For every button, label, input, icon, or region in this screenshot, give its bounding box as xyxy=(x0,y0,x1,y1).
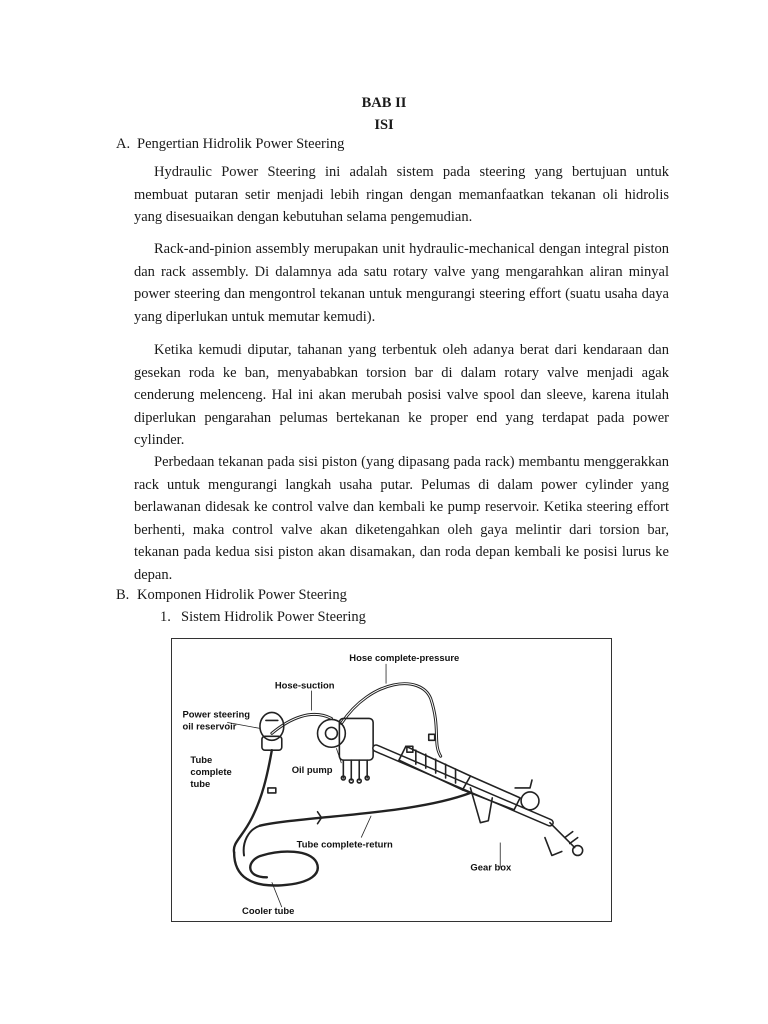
power-steering-diagram xyxy=(171,638,612,922)
label-oil-reservoir: oil reservoir xyxy=(182,720,237,732)
gear-box-shape xyxy=(376,746,583,855)
paragraph-3: Ketika kemudi diputar, tahanan yang terbentuk oleh adanya berat dari kendaraan dan gesekan roda ke ban, menyababkan torsion bar di dalam rotary valve menjadi agak cenderung melenceng. Hal ini akan merubah posisi valve spool dan sleeve, karena itulah diperlukan pengarahan pelumas bertekanan ke proper end yang terdapat pada power cylinder. xyxy=(134,342,669,448)
chapter-subtitle: ISI xyxy=(374,117,394,133)
label-gear-box: Gear box xyxy=(470,861,512,873)
subsection-1-title: Sistem Hidrolik Power Steering xyxy=(181,609,366,625)
paragraph-1: Hydraulic Power Steering ini adalah sistem pada steering yang bertujuan untuk membuat putaran setir menjadi lebih ringan dengan memanfaatkan tekanan oli hidrolis yang disesuaikan dengan kebutuhan selama pengemudian. xyxy=(134,164,669,225)
section-a-title: Pengertian Hidrolik Power Steering xyxy=(137,136,345,152)
section-b-marker: B. xyxy=(116,587,130,603)
subsection-1-marker: 1. xyxy=(160,609,171,625)
label-tube-2: tube xyxy=(190,777,211,789)
hose-pressure-shape xyxy=(341,684,440,756)
label-cooler-tube: Cooler tube xyxy=(242,905,295,917)
diagram-svg xyxy=(172,639,611,921)
chapter-title: BAB II xyxy=(361,95,407,111)
label-hose-suction: Hose-suction xyxy=(274,679,335,691)
label-tube-complete-return: Tube complete-return xyxy=(296,838,393,850)
label-power-steering: Power steering xyxy=(182,708,251,720)
label-tube: Tube xyxy=(190,754,213,766)
label-complete: complete xyxy=(190,766,232,778)
section-a-marker: A. xyxy=(116,136,131,152)
paragraph-4: Perbedaan tekanan pada sisi piston (yang dipasang pada rack) membantu menggerakkan rack untuk mengurangi langkah usaha putar. Pelumas di dalam power cylinder yang berlawanan didesak ke control valve dan kembali ke pump reservoir. Ketika steering effort berhenti, maka control valve akan diketengahkan oleh gaya melintir dari torsion bar, tekanan pada kedua sisi piston akan disamakan, dan roda depan kembali ke posisi lurus ke depan. xyxy=(134,454,669,583)
label-oil-pump: Oil pump xyxy=(291,764,333,776)
tube-complete-shape xyxy=(234,750,272,852)
label-hose-complete-pressure: Hose complete-pressure xyxy=(349,651,460,663)
section-b-title: Komponen Hidrolik Power Steering xyxy=(137,587,347,603)
cooler-tube-shape xyxy=(234,852,318,886)
paragraph-2: Rack-and-pinion assembly merupakan unit hydraulic-mechanical dengan integral piston dan rack assembly. Di dalamnya ada satu rotary valve yang mengarahkan aliran minyal power steering dan mengontrol tekanan untuk mengurangi steering effort (suatu usaha daya yang diperlukan untuk memutar kemudi). xyxy=(134,241,669,325)
tube-return-shape xyxy=(260,793,471,826)
